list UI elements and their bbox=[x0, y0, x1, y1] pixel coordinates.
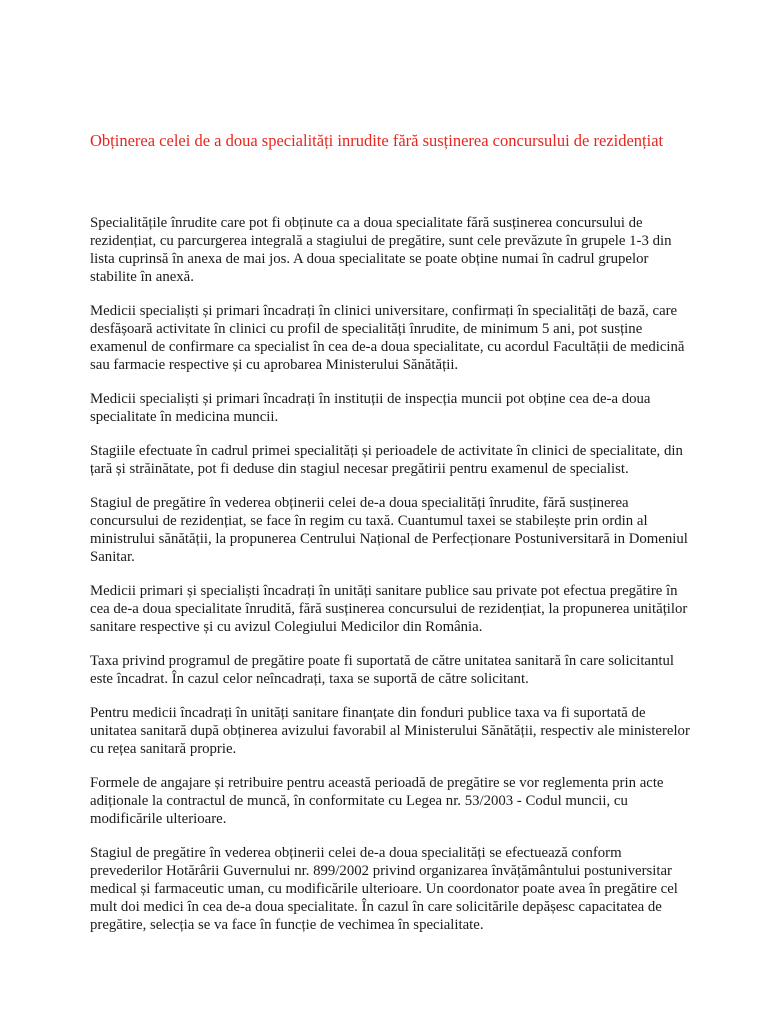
document-title: Obținerea celei de a doua specialități inrudite fără susținerea concursului de rezidențiat bbox=[90, 131, 664, 150]
paragraph-5: Stagiul de pregătire în vederea obținerii celei de-a doua specialități înrudite, fără susținerea concursului de rezidențiat, se face în regim cu taxă. Cuantumul taxei se stabilește prin ordin al ministrului sănătății, la propunerea Centrului Național de Perfecționare Postuniversitară in Domeniul Sanitar. bbox=[90, 495, 688, 565]
paragraph-6: Medicii primari și specialiști încadrați în unități sanitare publice sau private pot efectua pregătire în cea de-a doua specialitate înrudită, fără susținerea concursului de rezidențiat, la propunerea unităților sanitare respective și cu avizul Colegiului Medicilor din România. bbox=[90, 583, 688, 635]
paragraph-2: Medicii specialiști și primari încadrați în clinici universitare, confirmați în specialități de bază, care desfășoară activitate în clinici cu profil de specialități înrudite, de minimum 5 ani, pot susține examenul de confirmare ca specialist în cea de-a doua specialitate, cu acordul Facultății de medicină sau farmacie respective și cu aprobarea Ministerului Sănătății. bbox=[90, 303, 685, 373]
paragraph-9: Formele de angajare și retribuire pentru această perioadă de pregătire se vor reglementa prin acte adiționale la contractul de muncă, în conformitate cu Legea nr. 53/2003 - Codul muncii, cu modificările ulterioare. bbox=[90, 775, 664, 827]
paragraph-1: Specialitățile înrudite care pot fi obținute ca a doua specialitate fără susținerea concursului de rezidențiat, cu parcurgerea integrală a stagiului de pregătire, sunt cele prevăzute în grupele 1-3 din lista cuprinsă în anexa de mai jos. A doua specialitate se poate obține numai în cadrul grupelor stabilite în anexă. bbox=[90, 215, 672, 285]
paragraph-4: Stagiile efectuate în cadrul primei specialități și perioadele de activitate în clinici de specialitate, din țară și străinătate, pot fi deduse din stagiul necesar pregătirii pentru examenul de specialist. bbox=[90, 443, 683, 477]
paragraph-7: Taxa privind programul de pregătire poate fi suportată de către unitatea sanitară în care solicitantul este încadrat. În cazul celor neîncadrați, taxa se suportă de către solicitant. bbox=[90, 653, 675, 687]
paragraph-8: Pentru medicii încadrați în unități sanitare finanțate din fonduri publice taxa va fi suportată de unitatea sanitară după obținerea avizului favorabil al Ministerului Sănătății, respectiv ale ministerelor cu rețea sanitară proprie. bbox=[90, 705, 690, 757]
paragraph-10: Stagiul de pregătire în vederea obținerii celei de-a doua specialități se efectuează conform prevederilor Hotărârii Guvernului nr. 899/2002 privind organizarea învățământului postuniversitar medical și farmaceutic uman, cu modificările ulterioare. Un coordonator poate avea în pregătire cel mult doi medici în cea de-a doua specialitate. În cazul în care solicitările depășesc capacitatea de pregătire, selecția se va face în funcție de vechimea în specialitate. bbox=[90, 845, 678, 933]
paragraph-3: Medicii specialiști și primari încadrați în instituții de inspecția muncii pot obține cea de-a doua specialitate în medicina muncii. bbox=[90, 391, 651, 425]
document-body bbox=[90, 214, 690, 950]
